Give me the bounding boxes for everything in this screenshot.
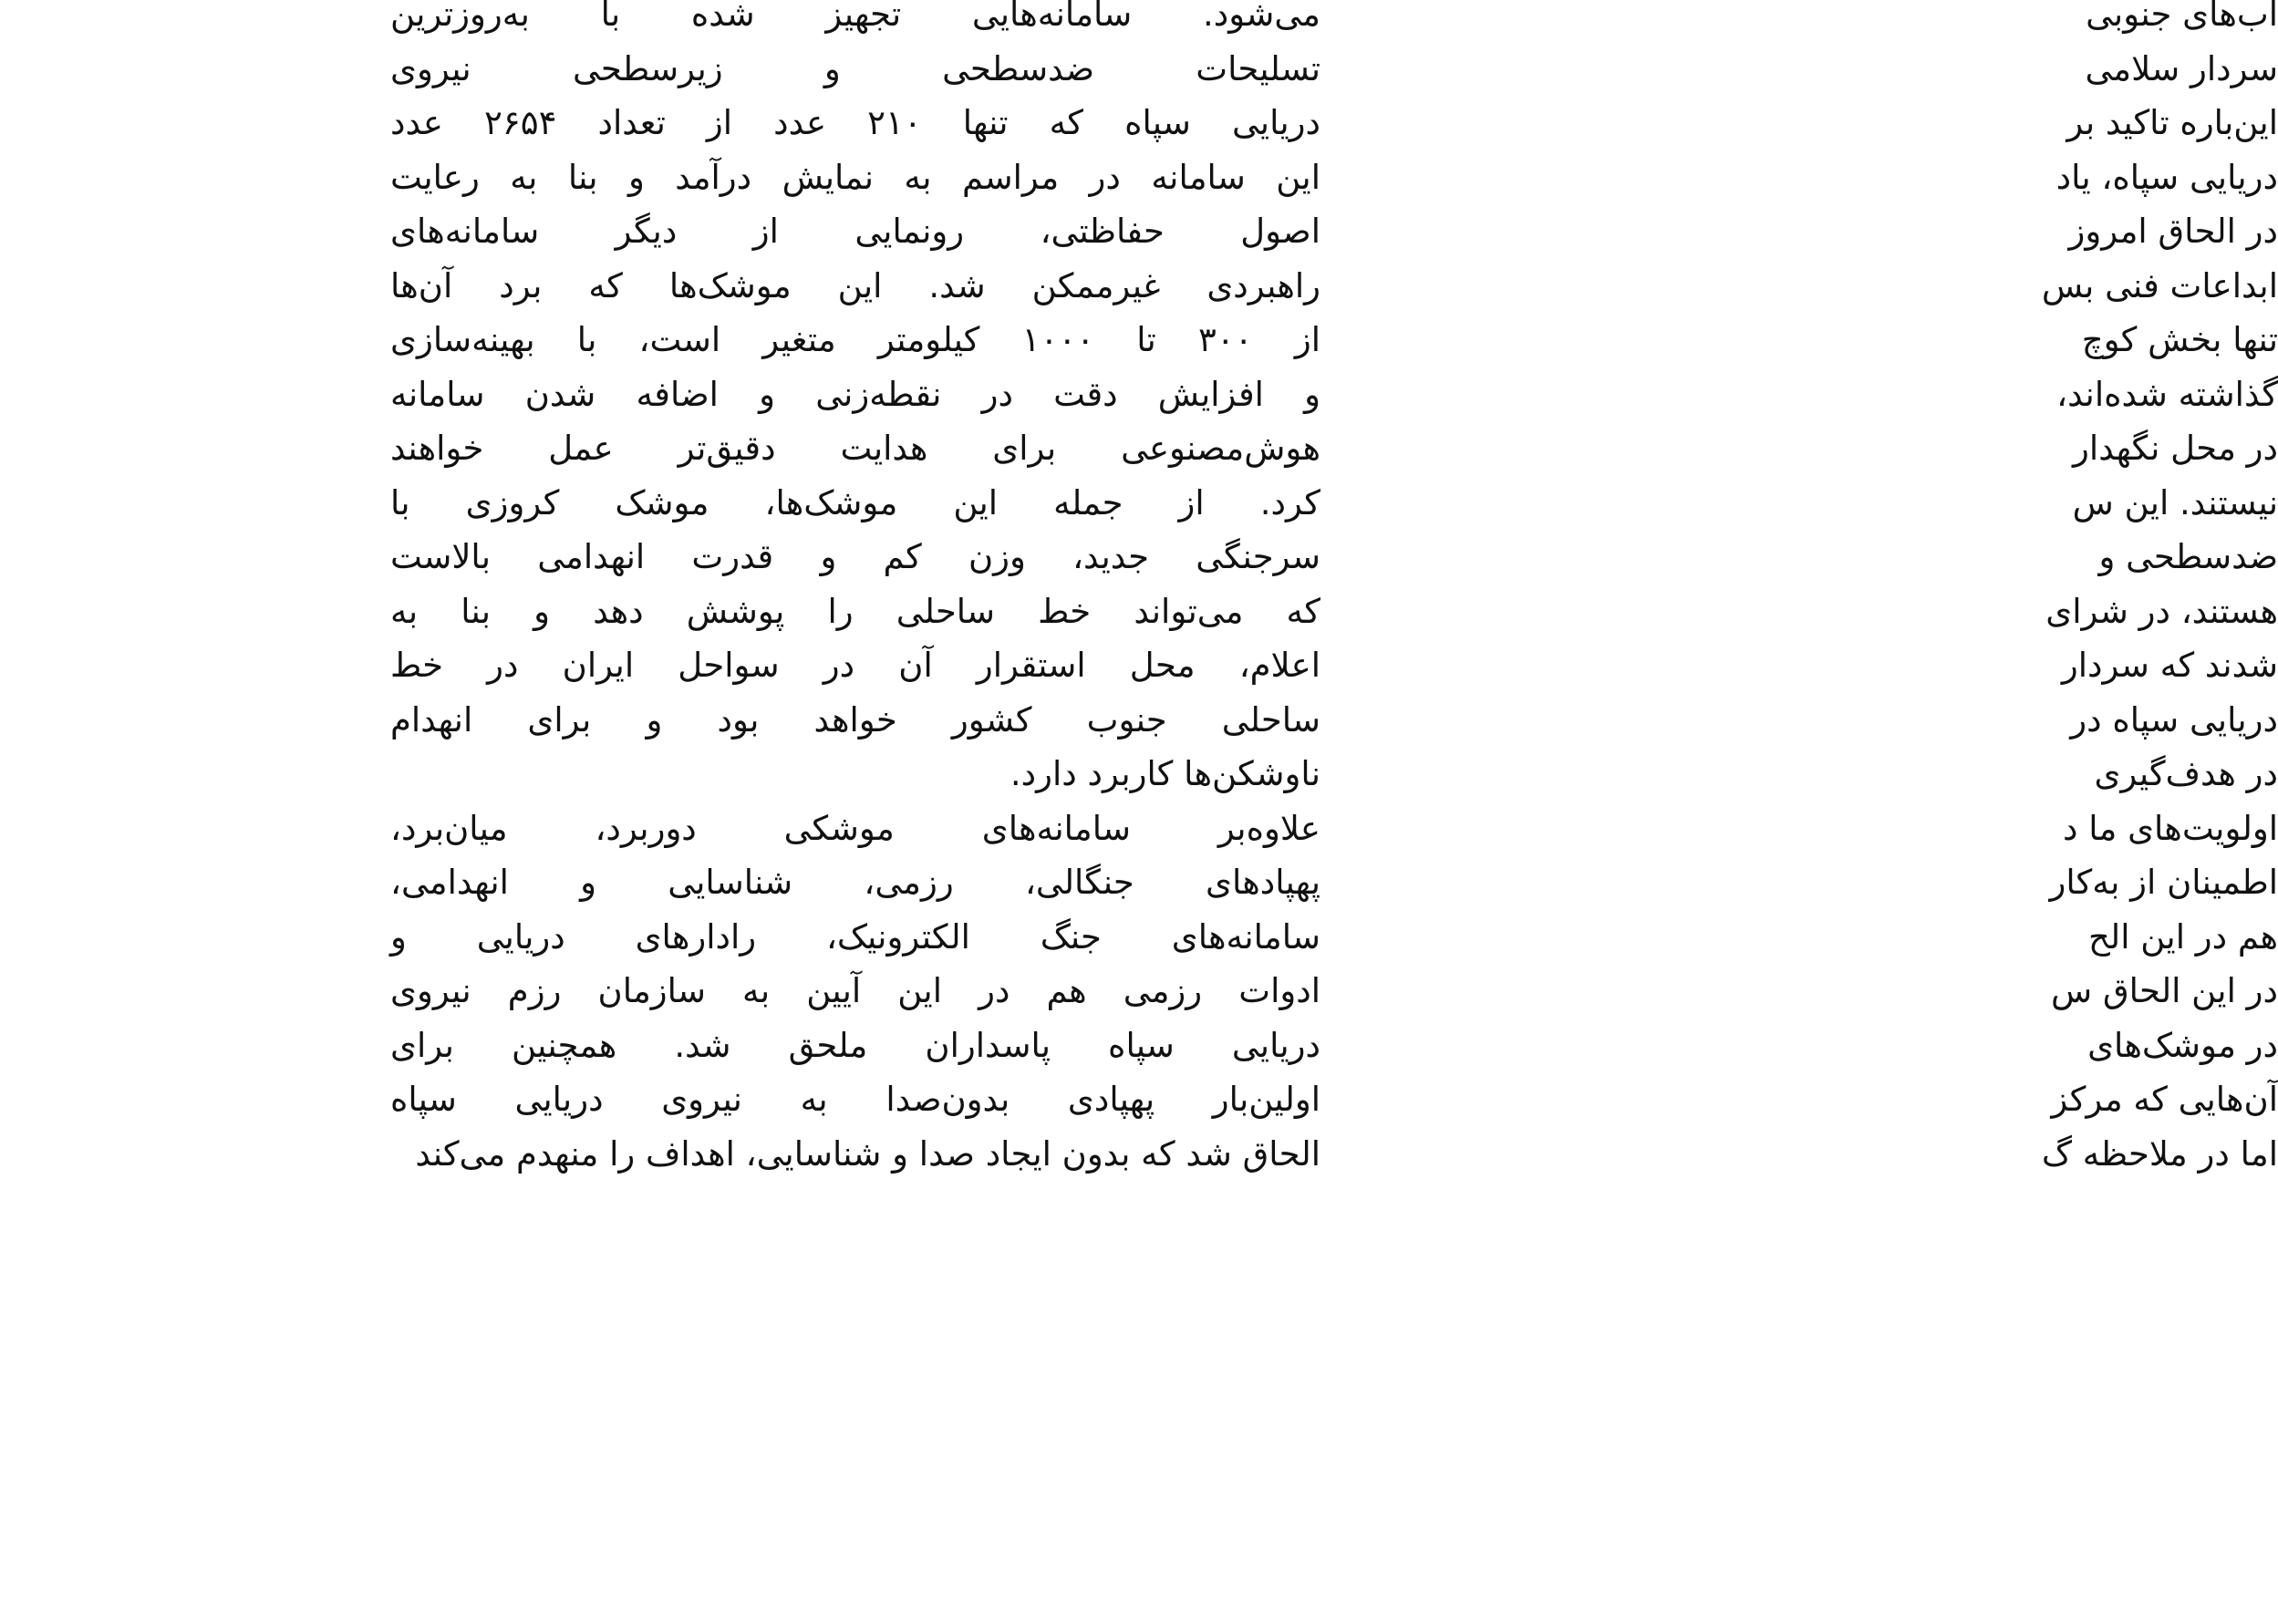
text-line: سردار سلامی — [2085, 48, 2278, 88]
text-line: نیستند. این س — [2072, 482, 2278, 522]
article-adjacent-column — [1275, 0, 2278, 1181]
text-line: در محل نگهدار — [2073, 429, 2278, 468]
text-line: اب‌های جنوبی — [2086, 0, 2278, 34]
text-line: دریایی سپاه پاسداران ملحق شد. همچنین برای — [390, 1025, 1320, 1065]
text-line: این سامانه در مراسم به نمایش درآمد و بنا به رعایت — [390, 157, 1320, 197]
text-line: اما در ملاحظه گ — [2041, 1133, 2278, 1174]
text-line: از ۳۰۰ تا ۱۰۰۰ کیلومتر متغیر است، با بهینه‌سازی — [390, 320, 1320, 359]
text-line: گذاشته شده‌اند، — [2056, 374, 2278, 414]
text-line: اولین‌بار پهپادی بدون‌صدا به نیروی دریایی سپاه — [390, 1080, 1320, 1119]
text-line: که می‌تواند خط ساحلی را پوشش دهد و بنا به — [390, 591, 1320, 631]
text-line: تنها بخش کوچ — [2081, 320, 2278, 359]
text-line: الحاق شد که بدون ایجاد صدا و شناسایی، اهداف را منهدم می‌کند — [415, 1133, 1320, 1174]
text-line: اصول حفاظتی، رونمایی از دیگر سامانه‌های — [390, 212, 1320, 251]
text-line: تسلیحات ضدسطحی و زیرسطحی نیروی — [390, 48, 1320, 88]
text-line: هم در این الح — [2088, 916, 2278, 957]
paragraph-end-line: ناوشکن‌ها کاربرد دارد. — [1010, 754, 1320, 793]
text-line: ساحلی جنوب کشور خواهد بود و برای انهدام — [390, 699, 1320, 740]
text-line: در این الحاق س — [2051, 971, 2278, 1010]
text-line: پهپادهای جنگالی، رزمی، شناسایی و انهدامی، — [390, 863, 1320, 902]
text-line: دریایی سپاه، یاد — [2055, 157, 2278, 197]
text-line: ابداعات فنی بس — [2041, 265, 2278, 305]
text-line: این‌باره تاکید بر — [2066, 103, 2278, 142]
text-line: هستند، در شرای — [2045, 591, 2278, 631]
text-line: آن‌هایی که مرکز — [2051, 1080, 2278, 1119]
text-line: اطمینان از به‌کار — [2049, 863, 2278, 902]
text-line: دریایی سپاه که تنها ۲۱۰ عدد از تعداد ۲۶۵۴ عدد — [390, 103, 1320, 142]
text-line: هوش‌مصنوعی برای هدایت دقیق‌تر عمل خواهند — [390, 429, 1320, 468]
text-line: در موشک‌های — [2087, 1025, 2278, 1065]
text-line: دریایی سپاه در — [2070, 699, 2278, 740]
article-main-column — [390, 0, 1320, 1181]
text-line: شدند که سردار — [2061, 646, 2278, 685]
text-line: در هدف‌گیری — [2094, 754, 2278, 793]
text-line: راهبردی غیرممکن شد. این موشک‌ها که برد آن‌ها — [390, 265, 1320, 305]
text-line: اعلام، محل استقرار آن در سواحل ایران در خط — [390, 646, 1320, 685]
text-line: ضدسطحی و — [2098, 537, 2278, 576]
text-line: ادوات رزمی هم در این آیین به سازمان رزم نیروی — [390, 971, 1320, 1010]
text-line: در الحاق امروز — [2068, 212, 2278, 251]
text-line: سامانه‌های جنگ الکترونیک، رادارهای دریایی و — [390, 916, 1320, 957]
text-line: اولویت‌های ما د — [2062, 808, 2278, 848]
text-line: می‌شود. سامانه‌هایی تجهیز شده با به‌روزترین — [390, 0, 1320, 34]
text-line: و افزایش دقت در نقطه‌زنی و اضافه شدن سامانه — [390, 374, 1320, 414]
text-line: سرجنگی جدید، وزن کم و قدرت انهدامی بالاست — [390, 537, 1320, 576]
text-line: کرد. از جمله این موشک‌ها، موشک کروزی با — [390, 482, 1320, 522]
text-line: علاوه‌بر سامانه‌های موشکی دوربرد، میان‌برد، — [390, 808, 1320, 848]
